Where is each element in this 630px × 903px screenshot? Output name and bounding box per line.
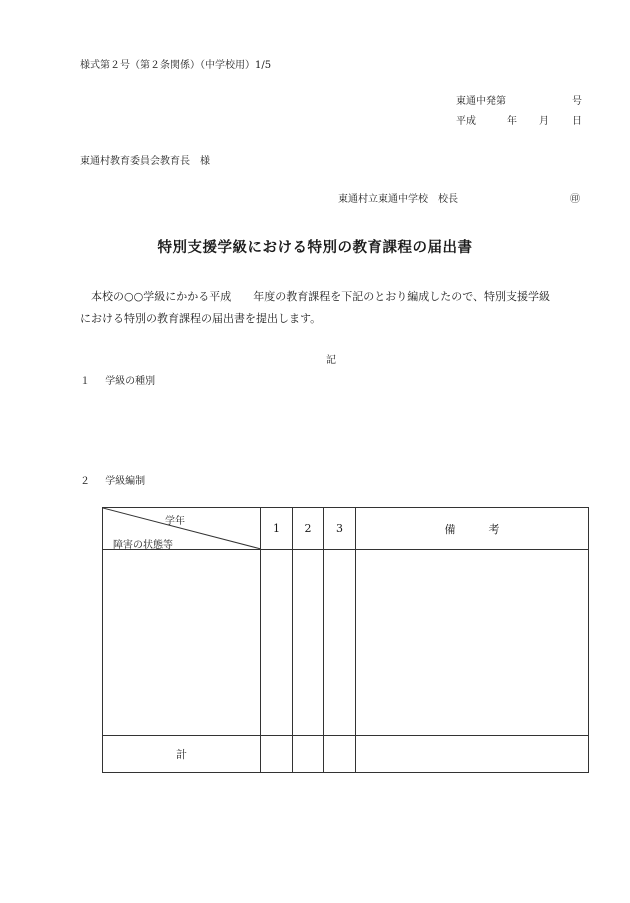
section-1-label: 学級の種別: [105, 376, 156, 387]
grade-3-header: 3: [324, 508, 356, 550]
disability-status-cell[interactable]: [103, 550, 261, 736]
section-2-label: 学級編制: [105, 476, 146, 487]
body-line-1: 本校の○○学級にかかる平成 年度の教育課程を下記のとおり編成したので、特別支援学級: [91, 290, 550, 303]
remarks-total-cell[interactable]: [356, 736, 589, 773]
remarks-cell[interactable]: [356, 550, 589, 736]
total-label: 計: [103, 736, 261, 773]
doc-number-suffix: 号: [572, 96, 582, 107]
grade-2-cell[interactable]: [293, 550, 324, 736]
table-body-row: [103, 550, 589, 736]
section-2-number: ２: [80, 476, 90, 487]
sender-name: 東通村立東通中学校 校長: [338, 194, 458, 205]
grade-1-header: 1: [261, 508, 293, 550]
section-1-number: １: [80, 376, 90, 387]
corner-grade-label: 学年: [165, 516, 185, 527]
date-day: 日: [572, 116, 582, 127]
ki-heading: 記: [326, 355, 336, 366]
addressee: 東通村教育委員会教育長 様: [80, 156, 210, 167]
date-era: 平成: [456, 116, 476, 127]
grade-1-cell[interactable]: [261, 550, 293, 736]
table-header-row: [103, 508, 589, 550]
body-line-2: における特別の教育課程の届出書を提出します。: [80, 312, 322, 325]
corner-disability-label: 障害の状態等: [113, 540, 173, 551]
doc-number-label: 東通中発第: [456, 96, 506, 107]
date-year: 年: [507, 116, 517, 127]
section-2-heading: [80, 472, 145, 487]
remarks-header: 備 考: [356, 508, 589, 550]
grade-3-cell[interactable]: [324, 550, 356, 736]
table-total-row: [103, 736, 589, 773]
seal-mark: ㊞: [570, 194, 580, 205]
grade-1-total-cell[interactable]: [261, 736, 293, 773]
date-month: 月: [539, 116, 549, 127]
grade-3-total-cell[interactable]: [324, 736, 356, 773]
class-organization-table: [102, 507, 589, 773]
form-id: 様式第２号（第２条関係）（中学校用）1/5: [80, 60, 272, 71]
body-paragraph: [80, 286, 550, 330]
document-title: 特別支援学級における特別の教育課程の届出書: [157, 239, 473, 256]
section-1-heading: [80, 372, 155, 387]
grade-2-total-cell[interactable]: [293, 736, 324, 773]
diagonal-corner-cell: [103, 508, 261, 550]
grade-2-header: 2: [293, 508, 324, 550]
